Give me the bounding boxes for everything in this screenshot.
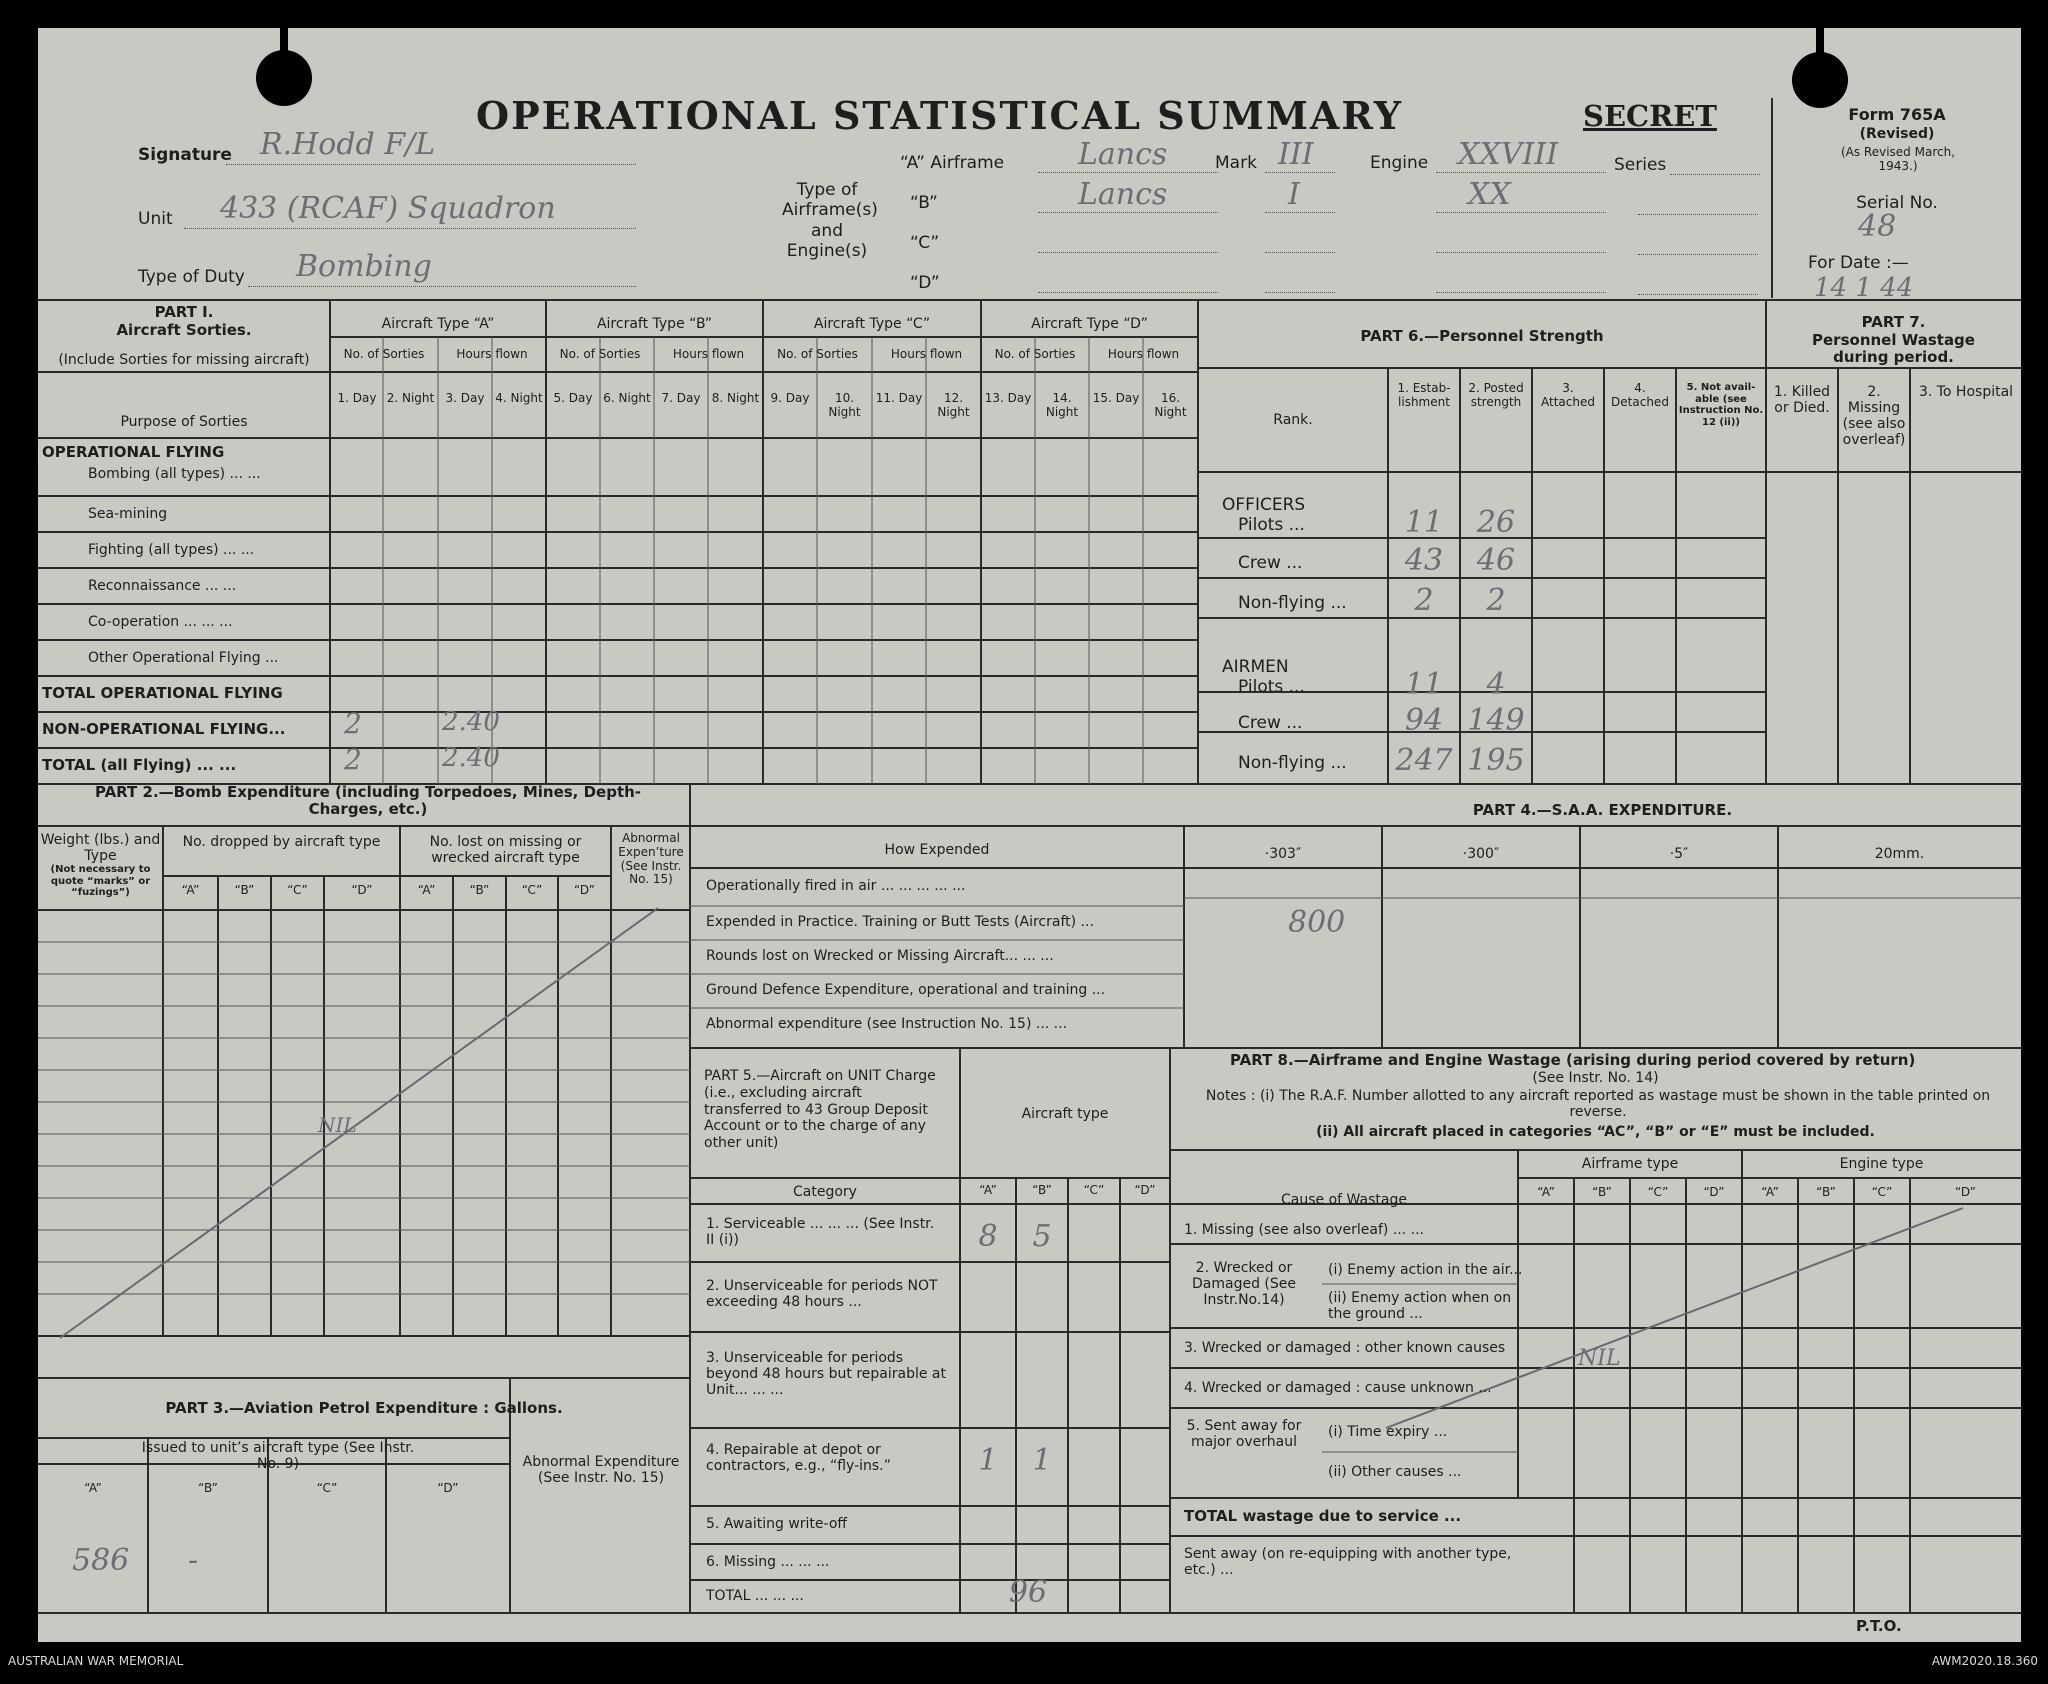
part5-title: PART 5.—Aircraft on UNIT Charge (i.e., excluding aircraft transferred to 43 Group Deposit Account or to the charge of any other unit) — [704, 1068, 936, 1152]
dropped-c: “C” — [287, 883, 308, 897]
part5-a: “A” — [979, 1183, 997, 1197]
saa-practice-303-value: 800 — [1288, 905, 1346, 940]
airframe-type-header: Airframe type — [1581, 1156, 1679, 1172]
part5-awaiting: 5. Awaiting write-off — [706, 1516, 848, 1532]
col-12: 12. Night — [937, 391, 970, 419]
calibre-300: ·300″ — [1462, 846, 1500, 862]
a-airframe-label: “A” Airframe — [900, 153, 1005, 173]
hours-flown-d: Hours flown — [1107, 347, 1180, 361]
no-sorties-b: No. of Sorties — [559, 347, 641, 361]
airframe-a: “A” — [1537, 1185, 1555, 1199]
part8-nil: NIL — [1578, 1346, 1621, 1371]
saa-row-abnormal: Abnormal expenditure (see Instruction No. 15) ... ... — [706, 1016, 1068, 1032]
attached-header: 3. Attached — [1541, 381, 1595, 409]
for-date-label: For Date :— — [1808, 253, 1909, 273]
part5-unserviceable-beyond: 3. Unserviceable for periods beyond 48 hours but repairable at Unit... ... ... — [706, 1350, 946, 1399]
serviceable-b-value: 5 — [1032, 1219, 1052, 1254]
part4-title: PART 4.—S.A.A. EXPENDITURE. — [1472, 801, 1733, 819]
estab-officers-nonflying: 2 — [1414, 583, 1434, 618]
type-of-duty-label: Type of Duty — [138, 267, 245, 287]
part5-aircraft-type: Aircraft type — [1021, 1106, 1109, 1122]
serial-handwriting: 48 — [1858, 209, 1897, 244]
part5-missing: 6. Missing ... ... ... — [706, 1554, 830, 1570]
row-other-operational: Other Operational Flying ... — [88, 650, 279, 666]
wastage-sent-away: 5. Sent away for major overhaul — [1186, 1418, 1302, 1451]
wastage-total: TOTAL wastage due to service ... — [1184, 1507, 1462, 1525]
dropped-a: “A” — [181, 883, 200, 897]
b-mark-handwriting: I — [1288, 177, 1300, 212]
airframe-c: “C” — [1647, 1185, 1669, 1199]
part5-repairable: 4. Repairable at depot or contractors, e.g., “fly-ins.” — [706, 1442, 891, 1475]
col-3: 3. Day — [445, 391, 485, 405]
part5-b: “B” — [1032, 1183, 1052, 1197]
total-hours-value: 2.40 — [442, 743, 500, 773]
repairable-b-value: 1 — [1032, 1443, 1052, 1478]
no-sorties-d: No. of Sorties — [994, 347, 1076, 361]
calibre-5: ·5″ — [1669, 846, 1689, 862]
abnormal-header: Abnormal Expen’ture (See Instr. No. 15) — [618, 831, 684, 887]
unit-handwriting: 433 (RCAF) Squadron — [220, 191, 556, 226]
col-11: 11. Day — [875, 391, 923, 405]
estab-airmen-nonflying: 247 — [1395, 743, 1453, 778]
aircraft-type-d-header: Aircraft Type “D” — [1031, 316, 1148, 332]
row-reconnaissance: Reconnaissance ... ... — [88, 578, 237, 594]
part5-d: “D” — [1134, 1183, 1156, 1197]
form-number: Form 765A — [1848, 105, 1946, 124]
punch-hole-right — [1792, 52, 1848, 108]
part1-title: PART I. — [154, 303, 214, 321]
no-sorties-c: No. of Sorties — [777, 347, 858, 361]
aircraft-type-b-header: Aircraft Type “B” — [596, 316, 713, 332]
duty-handwriting: Bombing — [296, 249, 432, 284]
wastage-other-causes: (ii) Other causes ... — [1328, 1464, 1462, 1480]
type-airframe-label: Type of Airframe(s) and Engine(s) — [782, 180, 878, 262]
col-6: 6. Night — [603, 391, 651, 405]
secret-stamp: SECRET — [1583, 99, 1717, 133]
form-revised: (Revised) — [1859, 126, 1935, 142]
how-expended-header: How Expended — [884, 842, 990, 858]
airmen-non-flying: Non-flying ... — [1238, 753, 1347, 773]
part2-title: PART 2.—Bomb Expenditure (including Torpedoes, Mines, Depth-Charges, etc.) — [94, 783, 642, 819]
lost-header: No. lost on missing or wrecked aircraft type — [429, 834, 582, 867]
weight-note: (Not necessary to quote “marks” or “fuzings”) — [50, 864, 151, 898]
col-2: 2. Night — [386, 391, 435, 405]
part3-title: PART 3.—Aviation Petrol Expenditure : Gallons. — [165, 1399, 563, 1417]
col-16: 16. Night — [1154, 391, 1187, 419]
lost-d: “D” — [574, 883, 595, 897]
wastage-time-expiry: (i) Time expiry ... — [1328, 1424, 1448, 1440]
a-mark-handwriting: III — [1278, 137, 1314, 172]
wastage-unknown: 4. Wrecked or damaged : cause unknown ... — [1184, 1380, 1492, 1396]
archive-caption-left: AUSTRALIAN WAR MEMORIAL — [8, 1654, 184, 1668]
col-10: 10. Night — [828, 391, 861, 419]
wastage-wrecked: 2. Wrecked or Damaged (See Instr.No.14) — [1192, 1260, 1296, 1309]
col-1: 1. Day — [337, 391, 377, 405]
col-5: 5. Day — [553, 391, 593, 405]
form-as-revised: (As Revised March, 1943.) — [1840, 145, 1956, 173]
col-4: 4. Night — [495, 391, 543, 405]
engine-type-header: Engine type — [1839, 1156, 1924, 1172]
col-8: 8. Night — [711, 391, 760, 405]
estab-airmen-crew: 94 — [1404, 703, 1444, 738]
estab-header: 1. Estab-lishment — [1397, 381, 1451, 409]
non-op-flying-label: NON-OPERATIONAL FLYING... — [42, 720, 286, 738]
signature-label: Signature — [138, 145, 232, 165]
hours-flown-c: Hours flown — [890, 347, 963, 361]
wastage-other-known: 3. Wrecked or damaged : other known causes — [1184, 1340, 1506, 1356]
wastage-missing: 1. Missing (see also overleaf) ... ... — [1184, 1222, 1424, 1238]
part5-total-value: 96 — [1008, 1575, 1048, 1610]
saa-row-practice: Expended in Practice. Training or Butt Tests (Aircraft) ... — [706, 914, 1094, 930]
part5-unserviceable-48: 2. Unserviceable for periods NOT exceeding 48 hours ... — [706, 1278, 938, 1311]
page-title: OPERATIONAL STATISTICAL SUMMARY — [476, 93, 1403, 138]
officers-crew: Crew ... — [1238, 553, 1303, 573]
non-op-sorties-value: 2 — [344, 707, 362, 740]
missing-header: 2. Missing (see also overleaf) — [1842, 384, 1906, 449]
repairable-a-value: 1 — [978, 1443, 998, 1478]
op-flying-label: OPERATIONAL FLYING — [42, 443, 225, 461]
officers-pilots: Pilots ... — [1238, 515, 1305, 535]
airmen-label: AIRMEN — [1222, 657, 1289, 677]
saa-row-lost: Rounds lost on Wrecked or Missing Aircraft... ... ... — [706, 948, 1054, 964]
wastage-enemy-air: (i) Enemy action in the air... — [1328, 1262, 1523, 1278]
b-engine-handwriting: XX — [1468, 177, 1511, 212]
form-sheet — [38, 28, 2021, 1642]
row-co-operation: Co-operation ... ... ... — [88, 614, 233, 630]
engine-a: “A” — [1761, 1185, 1779, 1199]
detached-header: 4. Detached — [1611, 381, 1669, 409]
engine-c: “C” — [1871, 1185, 1893, 1199]
part5-c: “C” — [1083, 1183, 1105, 1197]
part6-title: PART 6.—Personnel Strength — [1360, 327, 1604, 345]
dropped-header: No. dropped by aircraft type — [182, 834, 381, 850]
purpose-header: Purpose of Sorties — [120, 414, 248, 430]
lost-c: “C” — [521, 883, 543, 897]
posted-airmen-nonflying: 195 — [1467, 743, 1525, 778]
calibre-20mm: 20mm. — [1874, 846, 1925, 862]
series-label: Series — [1614, 155, 1667, 175]
part1-subtitle: Aircraft Sorties. — [116, 321, 252, 339]
engine-b: “B” — [1816, 1185, 1836, 1199]
serviceable-a-value: 8 — [978, 1219, 998, 1254]
total-sorties-value: 2 — [344, 743, 362, 776]
hospital-header: 3. To Hospital — [1918, 384, 2014, 400]
pto-label: P.T.O. — [1856, 1617, 1902, 1635]
punch-hole-left — [256, 50, 312, 106]
row-bombing: Bombing (all types) ... ... — [88, 466, 261, 482]
engine-d: “D” — [1955, 1185, 1976, 1199]
a-engine-handwriting: XXVIII — [1458, 137, 1558, 172]
date-handwriting: 14 1 44 — [1814, 273, 1914, 303]
part8-title: PART 8.—Airframe and Engine Wastage (arising during period covered by return) — [1230, 1051, 1916, 1069]
part8-note2: (ii) All aircraft placed in categories “AC”, “B” or “E” must be included. — [1316, 1124, 1875, 1140]
unit-label: Unit — [138, 209, 173, 229]
cause-header: Cause of Wastage — [1281, 1192, 1407, 1208]
officers-non-flying: Non-flying ... — [1238, 593, 1347, 613]
archive-caption-right: AWM2020.18.360 — [1931, 1654, 2038, 1668]
engine-label: Engine — [1370, 153, 1429, 173]
part1-note: (Include Sorties for missing aircraft) — [58, 352, 310, 368]
serial-label: Serial No. — [1856, 193, 1938, 213]
officers-label: OFFICERS — [1222, 495, 1306, 515]
total-all-flying-label: TOTAL (all Flying) ... ... — [42, 756, 237, 774]
posted-officers-nonflying: 2 — [1486, 583, 1506, 618]
estab-officers-pilots: 11 — [1404, 505, 1444, 540]
aircraft-type-c-header: Aircraft Type “C” — [813, 316, 931, 332]
estab-airmen-pilots: 11 — [1404, 667, 1444, 702]
b-label: “B” — [910, 193, 938, 213]
posted-airmen-pilots: 4 — [1486, 667, 1506, 702]
petrol-a: “A” — [84, 1481, 102, 1495]
lost-a: “A” — [417, 883, 436, 897]
petrol-a-value: 586 — [72, 1543, 130, 1578]
signature-handwriting: R.Hodd F/L — [260, 127, 436, 162]
col-14: 14. Night — [1045, 391, 1079, 419]
category-header: Category — [793, 1184, 857, 1200]
estab-officers-crew: 43 — [1404, 543, 1444, 578]
aircraft-type-a-header: Aircraft Type “A” — [381, 316, 495, 332]
airframe-b: “B” — [1592, 1185, 1612, 1199]
saa-row-operational: Operationally fired in air ... ... ... ... ... — [706, 878, 966, 894]
posted-officers-pilots: 26 — [1476, 505, 1516, 540]
part3-abnormal-header: Abnormal Expenditure (See Instr. No. 15) — [522, 1454, 680, 1487]
no-sorties-a: No. of Sorties — [343, 347, 425, 361]
posted-officers-crew: 46 — [1476, 543, 1516, 578]
a-airframe-handwriting: Lancs — [1078, 137, 1168, 172]
lost-b: “B” — [469, 883, 490, 897]
part8-instr: (See Instr. No. 14) — [1532, 1070, 1659, 1086]
c-label: “C” — [910, 233, 940, 253]
dropped-d: “D” — [351, 883, 373, 897]
petrol-b-value: - — [188, 1543, 199, 1578]
col-15: 15. Day — [1092, 391, 1140, 405]
hours-flown-b: Hours flown — [672, 347, 745, 361]
killed-header: 1. Killed or Died. — [1773, 384, 1831, 417]
col-13: 13. Day — [984, 391, 1032, 405]
petrol-c: “C” — [316, 1481, 338, 1495]
wastage-enemy-ground: (ii) Enemy action when on the ground ... — [1328, 1290, 1512, 1323]
petrol-d: “D” — [437, 1481, 459, 1495]
part5-serviceable: 1. Serviceable ... ... ... (See Instr. II (i)) — [706, 1216, 935, 1249]
total-op-flying-label: TOTAL OPERATIONAL FLYING — [42, 684, 283, 702]
b-airframe-handwriting: Lancs — [1078, 177, 1168, 212]
part5-total: TOTAL ... ... ... — [706, 1588, 804, 1604]
posted-header: 2. Posted strength — [1468, 381, 1524, 409]
issued-header: Issued to unit’s aircraft type (See Instr. No. 9) — [141, 1440, 415, 1473]
not-available-header: 5. Not avail-able (see Instruction No. 12 (ii)) — [1678, 382, 1764, 428]
d-label: “D” — [910, 273, 940, 293]
row-sea-mining: Sea-mining — [88, 506, 168, 522]
part7-subtitle: Personnel Wastage during period. — [1812, 331, 1975, 367]
weight-header: Weight (lbs.) and Type — [40, 832, 161, 865]
wastage-re-equipping: Sent away (on re-equipping with another type, etc.) ... — [1184, 1546, 1512, 1579]
col-9: 9. Day — [770, 391, 810, 405]
airframe-d: “D” — [1703, 1185, 1725, 1199]
saa-row-ground: Ground Defence Expenditure, operational and training ... — [706, 982, 1106, 998]
mark-label: Mark — [1215, 153, 1257, 173]
dropped-b: “B” — [234, 883, 255, 897]
part8-note1: Notes : (i) The R.A.F. Number allotted to any aircraft reported as wastage must be shown in the table printed on reverse. — [1205, 1088, 1991, 1121]
col-7: 7. Day — [661, 391, 701, 405]
airmen-pilots: Pilots ... — [1238, 677, 1305, 697]
calibre-303: ·303″ — [1264, 846, 1302, 862]
hours-flown-a: Hours flown — [456, 347, 528, 361]
part2-nil: NIL — [318, 1113, 357, 1137]
rank-header: Rank. — [1273, 412, 1313, 428]
petrol-b: “B” — [198, 1481, 218, 1495]
part7-title: PART 7. — [1861, 313, 1926, 331]
posted-airmen-crew: 149 — [1467, 703, 1525, 738]
row-fighting: Fighting (all types) ... ... — [88, 542, 255, 558]
non-op-hours-value: 2.40 — [442, 707, 500, 737]
airmen-crew: Crew ... — [1238, 713, 1303, 733]
